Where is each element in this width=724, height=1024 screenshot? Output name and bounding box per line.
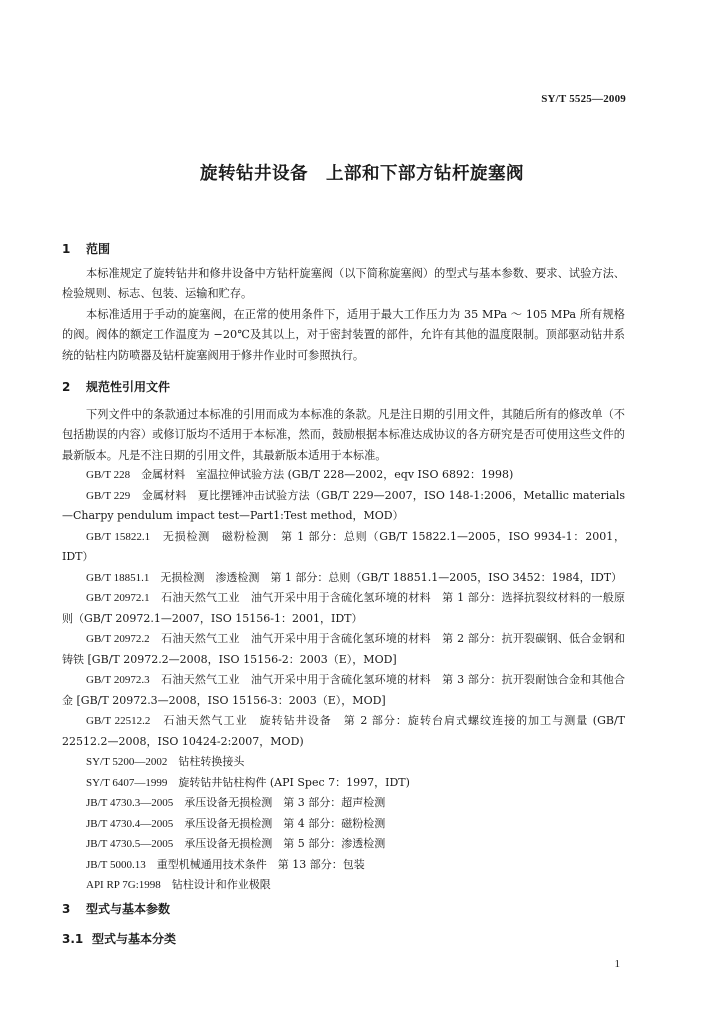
scope-paragraph-1: 本标准规定了旋转钻井和修井设备中方钻杆旋塞阀（以下简称旋塞阀）的型式与基本参数、要求、试验方法、检验规则、标志、包装、运输和贮存。 — [62, 267, 625, 301]
reference-title: 承压设备无损检测 第 5 部分：渗透检测 — [173, 837, 386, 850]
section-title: 规范性引用文件 — [86, 380, 171, 394]
section-3-1-heading — [62, 930, 176, 947]
reference-list — [62, 465, 625, 896]
section-number: 3.1 — [62, 932, 84, 946]
reference-code: GB/T 18851.1 — [86, 571, 150, 584]
reference-code: GB/T 229 — [86, 489, 131, 502]
reference-code: JB/T 4730.4—2005 — [86, 817, 174, 830]
reference-title: 石油天然气工业 旋转钻井设备 第 2 部分：旋转台肩式螺纹连接的加工与测量 (GB/T 22512.2—2008，ISO 10424-2:2007，MOD) — [62, 714, 625, 748]
reference-title: 石油天然气工业 油气开采中用于含硫化氢环境的材料 第 3 部分：抗开裂耐蚀合金和其他合金 [GB/T 20972.3—2008，ISO 15156-3：2003（E），MOD] — [62, 673, 625, 707]
section-1-heading — [62, 240, 110, 257]
reference-title: 承压设备无损检测 第 4 部分：磁粉检测 — [173, 816, 386, 830]
section-number: 2 — [62, 380, 71, 394]
reference-code: GB/T 15822.1 — [86, 530, 151, 543]
reference-item — [62, 629, 625, 670]
reference-code: SY/T 6407—1999 — [86, 776, 168, 789]
reference-item — [62, 773, 625, 794]
section-3-heading — [62, 900, 170, 917]
reference-code: SY/T 5200—2002 — [86, 756, 168, 768]
section-number: 1 — [62, 242, 71, 256]
reference-item — [62, 670, 625, 711]
reference-item — [62, 834, 625, 855]
section-number: 3 — [62, 902, 71, 916]
section-title: 范围 — [86, 242, 111, 256]
reference-title: 钻柱转换接头 — [167, 755, 245, 768]
reference-title: 钻柱设计和作业极限 — [160, 878, 271, 891]
reference-code: JB/T 4730.5—2005 — [86, 838, 174, 850]
reference-item — [62, 568, 625, 589]
reference-code: JB/T 4730.3—2005 — [86, 797, 174, 809]
reference-code: GB/T 20972.3 — [86, 674, 150, 686]
page-number: 1 — [614, 958, 620, 970]
reference-item — [62, 486, 625, 527]
reference-title: 无损检测 磁粉检测 第 1 部分：总则（GB/T 15822.1—2005，ISO 9934-1：2001，IDT） — [62, 529, 626, 563]
reference-code: GB/T 22512.2 — [86, 715, 151, 727]
reference-item — [62, 711, 625, 752]
reference-title: 石油天然气工业 油气开采中用于含硫化氢环境的材料 第 2 部分：抗开裂碳钢、低合金钢和铸铁 [GB/T 20972.2—2008，ISO 15156-2：2003（E），MOD] — [62, 632, 625, 666]
section-title: 型式与基本参数 — [86, 902, 171, 916]
reference-item — [62, 855, 625, 876]
document-title: 旋转钻井设备 上部和下部方钻杆旋塞阀 — [200, 164, 524, 184]
reference-title: 石油天然气工业 油气开采中用于含硫化氢环境的材料 第 1 部分：选择抗裂纹材料的一般原则（GB/T 20972.1—2007，ISO 15156-1：2001，IDT） — [62, 591, 625, 625]
reference-title: 承压设备无损检测 第 3 部分：超声检测 — [173, 796, 386, 809]
reference-code: GB/T 20972.1 — [86, 592, 150, 604]
reference-item — [62, 752, 625, 773]
reference-item — [62, 875, 625, 896]
reference-code: API RP 7G:1998 — [86, 879, 161, 891]
section-title: 型式与基本分类 — [92, 932, 177, 946]
reference-item — [62, 588, 625, 629]
reference-code: GB/T 20972.2 — [86, 633, 150, 645]
standard-number-header: SY/T 5525—2009 — [541, 93, 626, 105]
reference-title: 旋转钻井钻柱构件 (API Spec 7：1997，IDT) — [167, 775, 410, 789]
reference-title: 金属材料 室温拉伸试验方法 (GB/T 228—2002，eqv ISO 6892：1998) — [130, 468, 514, 481]
reference-title: 金属材料 夏比摆锤冲击试验方法（GB/T 229—2007，ISO 148-1:2006，Metallic materials—Charpy pendulum impact test—Part1:Test method，MOD） — [62, 488, 625, 522]
reference-item — [62, 814, 625, 835]
reference-item — [62, 527, 625, 568]
references-intro-paragraph: 下列文件中的条款通过本标准的引用而成为本标准的条款。凡是注日期的引用文件，其随后所有的修改单（不包括勘误的内容）或修订版均不适用于本标准，然而，鼓励根据本标准达成协议的各方研究是否可使用这些文件的最新版本。凡是不注日期的引用文件，其最新版本适用于本标准。 — [62, 408, 625, 462]
reference-item — [62, 793, 625, 814]
reference-title: 重型机械通用技术条件 第 13 部分：包装 — [145, 857, 365, 871]
reference-code: JB/T 5000.13 — [86, 858, 146, 871]
reference-item — [62, 465, 625, 486]
scope-paragraph-2: 本标准适用于手动的旋塞阀，在正常的使用条件下，适用于最大工作压力为 35 MPa ～ 105 MPa 所有规格的阀。阀体的额定工作温度为 −20℃及其以上，对于密封装置的部件，允许有其他的温度限制。顶部驱动钻井系统的钻柱内防喷器及钻杆旋塞阀用于修井作业时可参照执行。 — [62, 308, 625, 362]
reference-code: GB/T 228 — [86, 469, 131, 481]
section-2-heading — [62, 378, 170, 395]
reference-title: 无损检测 渗透检测 第 1 部分：总则（GB/T 18851.1—2005，ISO 3452：1984，IDT） — [149, 570, 623, 584]
